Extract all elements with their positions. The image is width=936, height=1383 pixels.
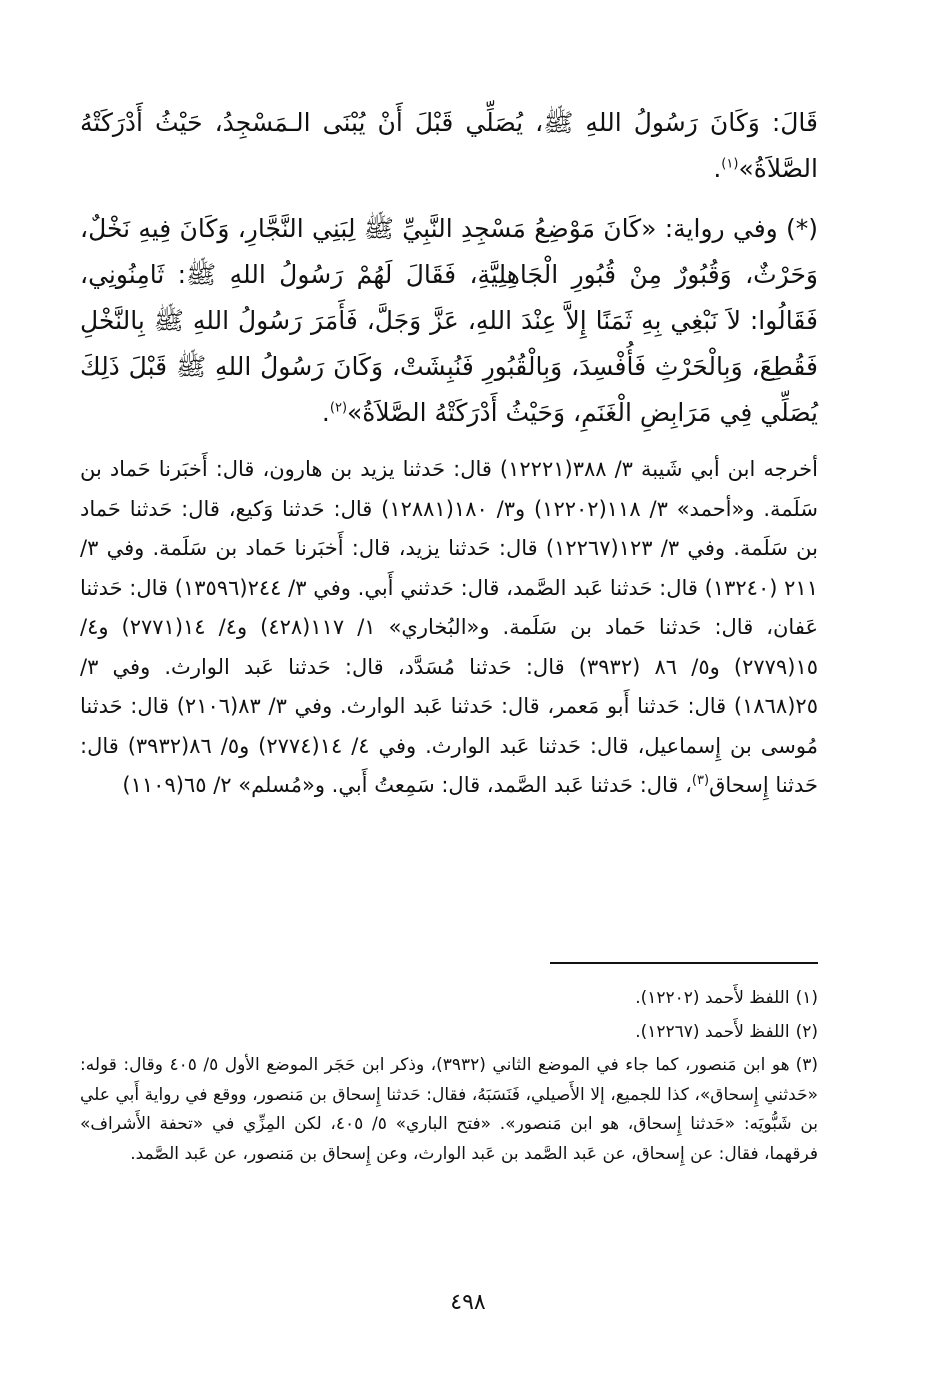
- footnote-3: [80, 1051, 818, 1169]
- page-number: ٤٩٨: [450, 1290, 486, 1315]
- footnote-ref-2[interactable]: (٢): [329, 400, 348, 416]
- footnote-number: (١): [795, 988, 818, 1008]
- hadith-paragraph-1: [80, 100, 818, 192]
- hadith-paragraph-2: [80, 206, 818, 436]
- footnote-number: (٣): [795, 1055, 818, 1075]
- hadith-end-2: .: [321, 398, 330, 427]
- footnote-separator: [550, 962, 818, 964]
- takhrij-text-b: ، قال: حَدثنا عَبد الصَّمد، قال: سَمِعتُ أَبي. و«مُسلم» ٢/ ٦٥(١١٠٩): [122, 773, 692, 797]
- hadith-text-1: قَالَ: وَكَانَ رَسُولُ اللهِ ﷺ، يُصَلِّي قَبْلَ أَنْ يُبْنَى الـمَسْجِدُ، حَيْثُ أَدْرَكَتْهُ الصَّلاَةُ»: [80, 108, 818, 183]
- footnote-text: اللفظ لأَحمد (١٢٢٠٢).: [635, 988, 790, 1008]
- footnote-ref-1[interactable]: (١): [721, 156, 739, 172]
- takhrij-text-a: أخرجه ابن أبي شَيبة ٣/ ٣٨٨(١٢٢٢١) قال: حَدثنا يزيد بن هارون، قال: أَخبَرنا حَماد بن سَلَمة. و«أحمد» ٣/ ١١٨(١٢٢٠٢) و٣/ ١٨٠(١٢٨٨١) قال: حَدثنا وَكيع، قال: حَدثنا حَماد بن سَلَمة. وفي ٣/ ١٢٣(١٢٢٦٧) قال: حَدثنا يزيد، قال: أَخبَرنا حَماد بن سَلَمة. وفي ٣/ ٢١١ (١٣٢٤٠) قال: حَدثنا عَبد الصَّمد، قال: حَدثني أَبي. وفي ٣/ ٢٤٤(١٣٥٩٦) قال: حَدثنا عَفان، قال: حَدثنا حَماد بن سَلَمة. و«البُخاري» ١/ ١١٧(٤٢٨) و٤/ ١٤(٢٧٧١) و٤/ ١٥(٢٧٧٩) و٥/ ٨٦ (٣٩٣٢) قال: حَدثنا مُسَدَّد، قال: حَدثنا عَبد الوارث. وفي ٣/ ٢٥(١٨٦٨) قال: حَدثنا أَبو مَعمر، قال: حَدثنا عَبد الوارث. وفي ٣/ ٨٣(٢١٠٦) قال: حَدثنا مُوسى بن إِسماعيل، قال: حَدثنا عَبد الوارث. وفي ٤/ ١٤(٢٧٧٤) و٥/ ٨٦(٣٩٣٢) قال: حَدثنا إِسحاق: [80, 457, 818, 797]
- takhrij-paragraph: [80, 450, 818, 806]
- footnote-text: اللفظ لأَحمد (١٢٢٦٧).: [635, 1021, 790, 1042]
- footnotes: [80, 984, 818, 1173]
- footnote-2: [80, 1018, 818, 1048]
- footnote-text: هو ابن مَنصور، كما جاء في الموضع الثاني (٣٩٣٢)، وذكر ابن حَجَر الموضع الأول ٥/ ٤٠٥ وقال: قوله: «حَدثني إِسحاق»، كذا للجميع، إلا الأَصيلي، فَنَسَبَهُ، فقال: حَدثنا إِسحاق بن مَنصور، ووقع في رواية أَبي علي بن شَبُّويَه: «حَدثنا إِسحاق، هو ابن مَنصور». «فتح الباري» ٥/ ٤٠٥، لكن المِزِّي في «تحفة الأَشراف» فرقهما، فقال: عن إِسحاق، عن عَبد الصَّمد بن عَبد الوارث، وعن إِسحاق بن مَنصور، عن عَبد الصَّمد.: [80, 1055, 818, 1164]
- hadith-end-1: .: [713, 154, 722, 183]
- hadith-text-2: (*) وفي رواية: «كَانَ مَوْضِعُ مَسْجِدِ النَّبِيِّ ﷺ لِبَنِي النَّجَّارِ، وَكَانَ فِيهِ نَخْلٌ، وَحَرْثٌ، وَقُبُورٌ مِنْ قُبُورِ الْجَاهِلِيَّةِ، فَقَالَ لَهُمْ رَسُولُ اللهِ ﷺ: ثَامِنُونِي، فَقَالُوا: لاَ نَبْغِي بِهِ ثَمَنًا إِلاَّ عِنْدَ اللهِ، عَزَّ وَجَلَّ، فَأَمَرَ رَسُولُ اللهِ ﷺ بِالنَّخْلِ فَقُطِعَ، وَبِالْحَرْثِ فَأُفْسِدَ، وَبِالْقُبُورِ فَنُبِشَتْ، وَكَانَ رَسُولُ اللهِ ﷺ قَبْلَ ذَلِكَ يُصَلِّي فِي مَرَابِضِ الْغَنَمِ، وَحَيْثُ أَدْرَكَتْهُ الصَّلاَةُ»: [80, 214, 818, 427]
- footnote-1: [80, 984, 818, 1014]
- footnote-ref-3[interactable]: (٣): [691, 773, 710, 788]
- footnote-number: (٢): [795, 1021, 818, 1042]
